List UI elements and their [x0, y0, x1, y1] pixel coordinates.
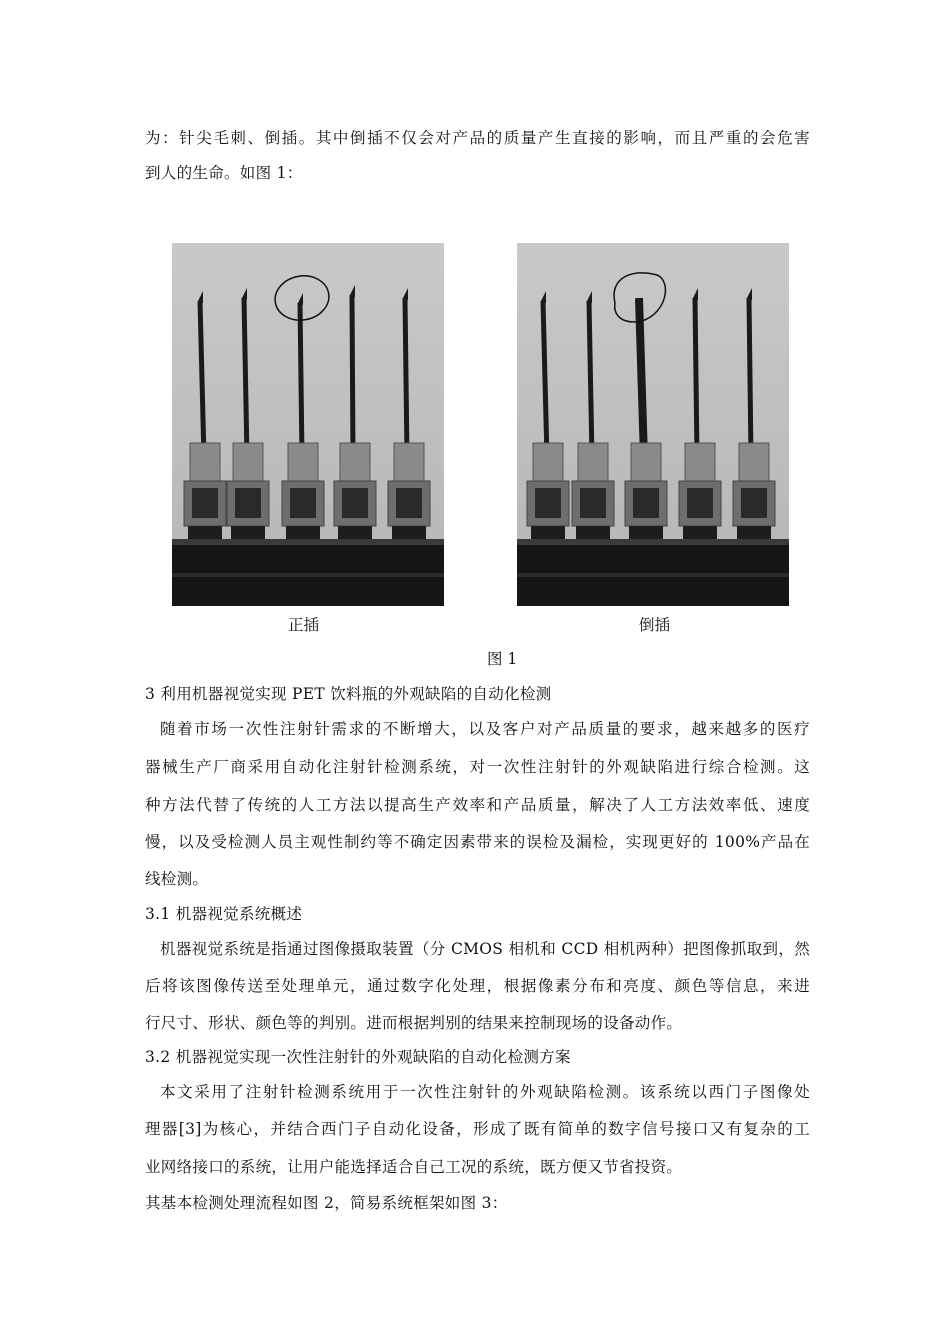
paragraph-line: 为：针尖毛刺、倒插。其中倒插不仅会对产品的质量产生直接的影响，而且严重的会危害: [145, 129, 810, 147]
section-heading: 3 利用机器视觉实现 PET 饮料瓶的外观缺陷的自动化检测: [145, 685, 552, 703]
paragraph-line: 其基本检测处理流程如图 2，简易系统框架如图 3：: [145, 1194, 508, 1212]
section-heading: 3.1 机器视觉系统概述: [145, 905, 303, 923]
figure-caption-inverted: 倒插: [639, 616, 671, 634]
paragraph-line: 器械生产厂商采用自动化注射针检测系统，对一次性注射针的外观缺陷进行综合检测。这: [145, 758, 810, 776]
paragraph-line: 种方法代替了传统的人工方法以提高生产效率和产品质量，解决了人工方法效率低、速度: [145, 796, 810, 814]
section-heading: 3.2 机器视觉实现一次性注射针的外观缺陷的自动化检测方案: [145, 1048, 571, 1066]
paragraph-line: 本文采用了注射针检测系统用于一次性注射针的外观缺陷检测。该系统以西门子图像处: [160, 1083, 810, 1101]
paragraph-line: 慢，以及受检测人员主观性制约等不确定因素带来的误检及漏检，实现更好的 100%产品在: [145, 833, 810, 851]
paragraph-line: 线检测。: [145, 870, 209, 888]
figure-title: 图 1: [487, 650, 518, 668]
figure-photo-upright: [172, 243, 444, 606]
figure-photo-inverted: [517, 243, 789, 606]
paragraph-line: 理器[3]为核心，并结合西门子自动化设备，形成了既有简单的数字信号接口又有复杂的工: [145, 1120, 810, 1138]
paragraph-line: 机器视觉系统是指通过图像摄取装置（分 CMOS 相机和 CCD 相机两种）把图像抓取到，然: [160, 940, 810, 958]
paragraph-line: 到人的生命。如图 1：: [145, 164, 303, 182]
paragraph-line: 随着市场一次性注射针需求的不断增大，以及客户对产品质量的要求，越来越多的医疗: [160, 720, 810, 738]
paragraph-line: 后将该图像传送至处理单元，通过数字化处理，根据像素分布和亮度、颜色等信息，来进: [145, 977, 810, 995]
paragraph-line: 业网络接口的系统，让用户能选择适合自己工况的系统，既方便又节省投资。: [145, 1158, 683, 1176]
figure-caption-upright: 正插: [288, 616, 320, 634]
paragraph-line: 行尺寸、形状、颜色等的判别。进而根据判别的结果来控制现场的设备动作。: [145, 1014, 683, 1032]
